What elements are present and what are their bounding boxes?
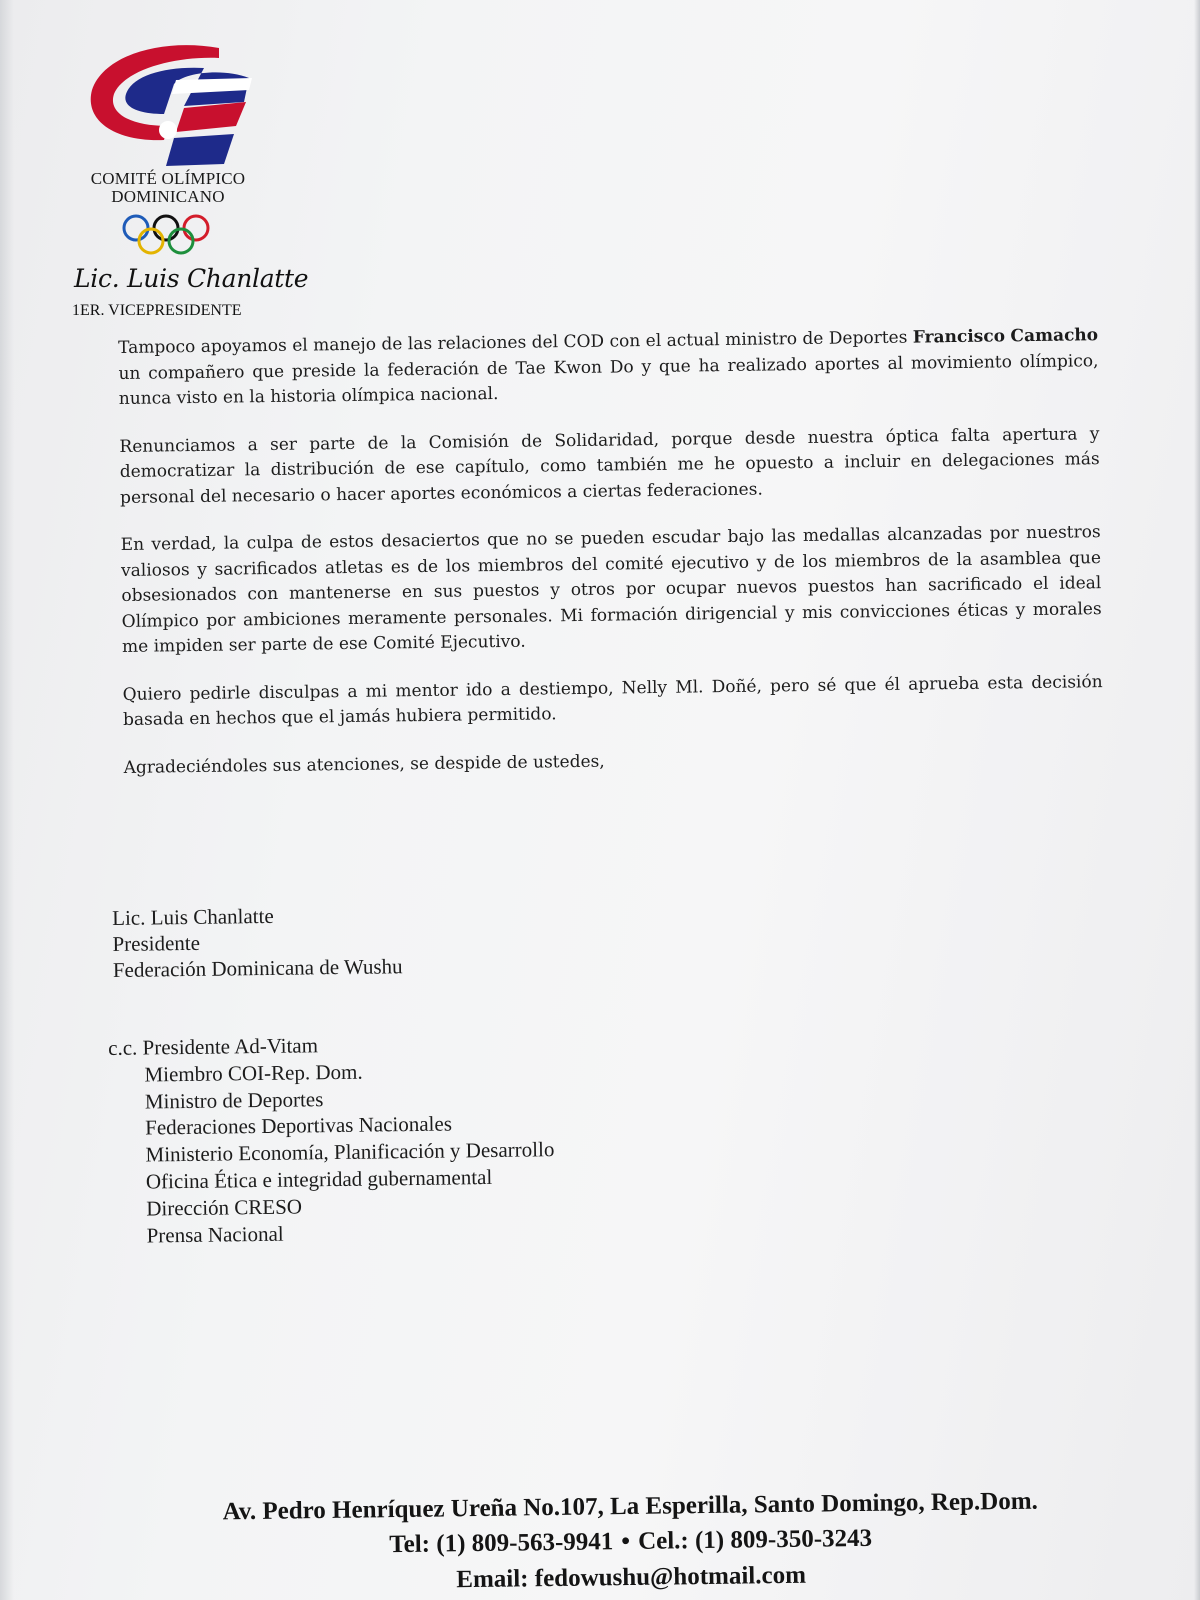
letterhead-signer-name: Lic. Luis Chanlatte [74, 264, 309, 293]
signature-org: Federación Dominicana de Wushu [112, 954, 403, 982]
paragraph-2: Renunciamos a ser parte de la Comisión de Solidaridad, porque desde nuestra óptica falta apertura y democratizar la distribución de ese capítulo, como también me he opuesto a incluir en delegaciones más personal del necesario o hacer aportes económicos a ciertas federaciones. [119, 423, 1100, 508]
footer-cel: Cel.: (1) 809-350-3243 [637, 1524, 873, 1555]
cc-list [108, 1029, 556, 1249]
page-edge-shadow [1194, 0, 1200, 1600]
letterhead-signer-title: 1ER. VICEPRESIDENTE [72, 302, 242, 319]
cc-item: Dirección CRESO [146, 1194, 303, 1221]
signature-name: Lic. Luis Chanlatte [112, 903, 274, 930]
signature-role: Presidente [112, 930, 201, 956]
cc-item: Federaciones Deportivas Nacionales [145, 1111, 453, 1140]
letter-body [118, 323, 1104, 780]
paragraph-1-text-a: Tampoco apoyamos el manejo de las relaciones del COD con el actual ministro de Deportes [118, 327, 913, 358]
paragraph-1-text-b: un compañero que preside la federación de Tae Kwon Do y que ha realizado aportes al movimiento olímpico, nunca visto en la historia olímpica nacional. [118, 350, 1099, 409]
paragraph-1-bold-2: Camacho [1010, 325, 1099, 347]
footer-tel: Tel: (1) 809-563-9941 [389, 1528, 614, 1559]
letter-footer [180, 1484, 1081, 1600]
org-name-line1: COMITÉ OLÍMPICO [90, 169, 246, 188]
cod-logo-icon [84, 42, 254, 172]
footer-email: Email: fedowushu@hotmail.com [456, 1561, 807, 1594]
cc-item: Oficina Ética e integridad gubernamental [145, 1164, 493, 1194]
paragraph-3: En verdad, la culpa de estos desaciertos que no se pueden escudar bajo las medallas alcanzadas por nuestros valiosos y sacrificados atletas es de los miembros del comité ejecutivo y de los miembros de la asamblea que obsesionados con mantenerse en sus puestos y otros por ocupar nuevos puestos han sacrificado el ideal Olímpico por ambiciones meramente personales. Mi formación dirigencial y mis convicciones éticas y morales me impiden ser parte de ese Comité Ejecutivo. [120, 522, 1102, 657]
footer-address: Av. Pedro Henríquez Ureña No.107, La Esperilla, Santo Domingo, Rep.Dom. [222, 1487, 1038, 1526]
cc-item: Prensa Nacional [146, 1221, 284, 1248]
footer-separator: • [621, 1528, 631, 1556]
signature-block [112, 901, 403, 983]
paragraph-4: Quiero pedirle disculpas a mi mentor ido a destiempo, Nelly Ml. Doñé, pero sé que él aprueba esta decisión basada en hechos que el jamás hubiera permitido. [122, 671, 1103, 730]
paragraph-1 [118, 323, 1099, 412]
cc-first-line: c.c. Presidente Ad-Vitam [108, 1033, 319, 1060]
paragraph-1-bold-1: Francisco [912, 326, 1006, 348]
cc-item: Ministro de Deportes [144, 1086, 324, 1114]
org-name-line2: DOMINICANO [111, 187, 225, 206]
org-name [60, 170, 276, 206]
closing-line: Agradeciéndoles sus atenciones, se despide de ustedes, [123, 751, 605, 778]
olympic-rings-icon [120, 212, 212, 258]
cc-item: Miembro COI-Rep. Dom. [144, 1059, 363, 1087]
cc-item: Ministerio Economía, Planificación y Desarrollo [145, 1137, 555, 1167]
